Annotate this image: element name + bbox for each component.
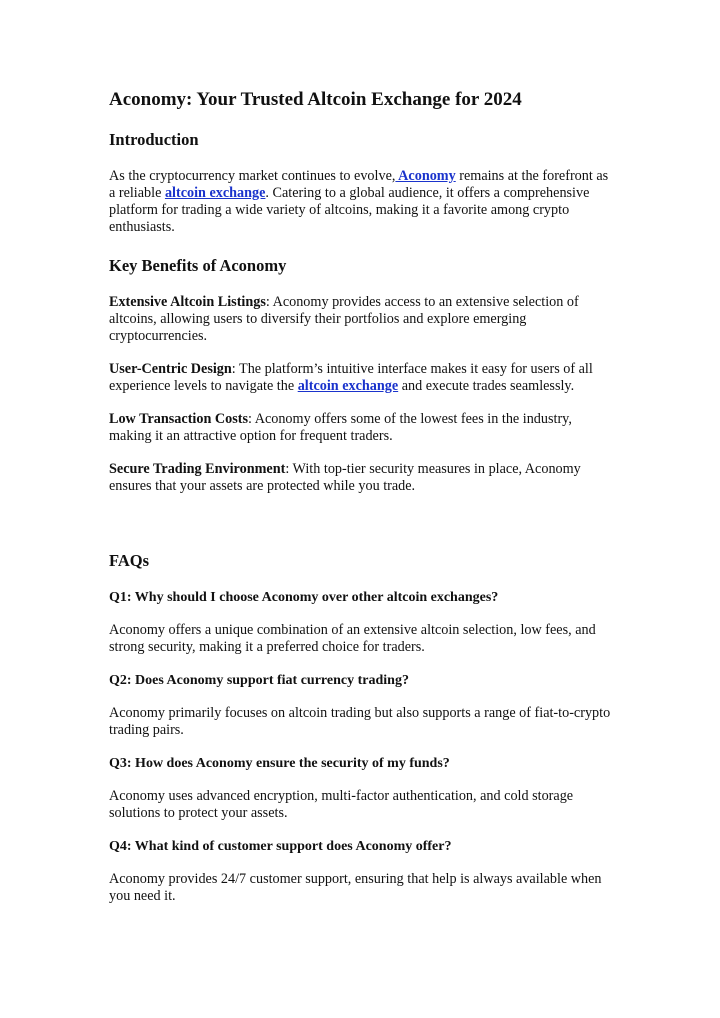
benefit-text: : Aconomy provides access to an extensive selection of altcoins, allowing users to diversify their portfolios and explore emerging cryptocurrencies. (109, 294, 579, 344)
benefit-text: : With top-tier security measures in place, Aconomy ensures that your assets are protected while you trade. (109, 461, 581, 494)
faq-answer: Aconomy primarily focuses on altcoin trading but also supports a range of fiat-to-crypto trading pairs. (109, 705, 611, 738)
aconomy-link[interactable]: Aconomy (395, 168, 456, 184)
benefit-item (109, 411, 614, 445)
faq-question: Q3: How does Aconomy ensure the security of my funds? (109, 756, 450, 771)
intro-heading: Introduction (109, 130, 199, 149)
faq-question: Q4: What kind of customer support does Aconomy offer? (109, 839, 452, 854)
faqs-heading: FAQs (109, 551, 150, 570)
altcoin-exchange-link[interactable]: altcoin exchange (164, 185, 266, 201)
benefit-title: Secure Trading Environment (109, 461, 286, 477)
intro-paragraph (109, 168, 614, 236)
faq-answer: Aconomy uses advanced encryption, multi-factor authentication, and cold storage solutions to protect your assets. (109, 788, 574, 821)
altcoin-exchange-link[interactable]: altcoin exchange (297, 378, 399, 394)
benefit-item (109, 461, 614, 495)
intro-text-end: . Catering to a global audience, it offers a comprehensive platform for trading a wide variety of altcoins, making it a favorite among crypto enthusiasts. (109, 185, 590, 235)
benefits-heading: Key Benefits of Aconomy (109, 256, 287, 275)
benefit-item (109, 361, 614, 395)
benefit-item (109, 294, 614, 345)
faq-question: Q2: Does Aconomy support fiat currency trading? (109, 673, 409, 688)
benefit-text: : Aconomy offers some of the lowest fees in the industry, making it an attractive option for frequent traders. (109, 411, 572, 444)
faq-answer: Aconomy provides 24/7 customer support, ensuring that help is always available when you need it. (109, 871, 602, 904)
page-title: Aconomy: Your Trusted Altcoin Exchange for 2024 (109, 89, 522, 110)
intro-text-mid: remains at the forefront as a reliable (109, 168, 609, 201)
benefit-title: User-Centric Design (109, 361, 232, 377)
faq-answer: Aconomy offers a unique combination of an extensive altcoin selection, low fees, and strong security, making it a preferred choice for traders. (109, 622, 596, 655)
benefit-text: : The platform’s intuitive interface makes it easy for users of all experience levels to navigate the (109, 361, 593, 394)
benefit-text: and execute trades seamlessly. (398, 378, 575, 394)
section-spacer (109, 511, 614, 551)
document-body (109, 88, 614, 921)
intro-text-start: As the cryptocurrency market continues to evolve, (109, 168, 396, 184)
benefit-title: Low Transaction Costs (109, 411, 248, 427)
benefit-title: Extensive Altcoin Listings (109, 294, 266, 310)
faq-question: Q1: Why should I choose Aconomy over other altcoin exchanges? (109, 590, 499, 605)
